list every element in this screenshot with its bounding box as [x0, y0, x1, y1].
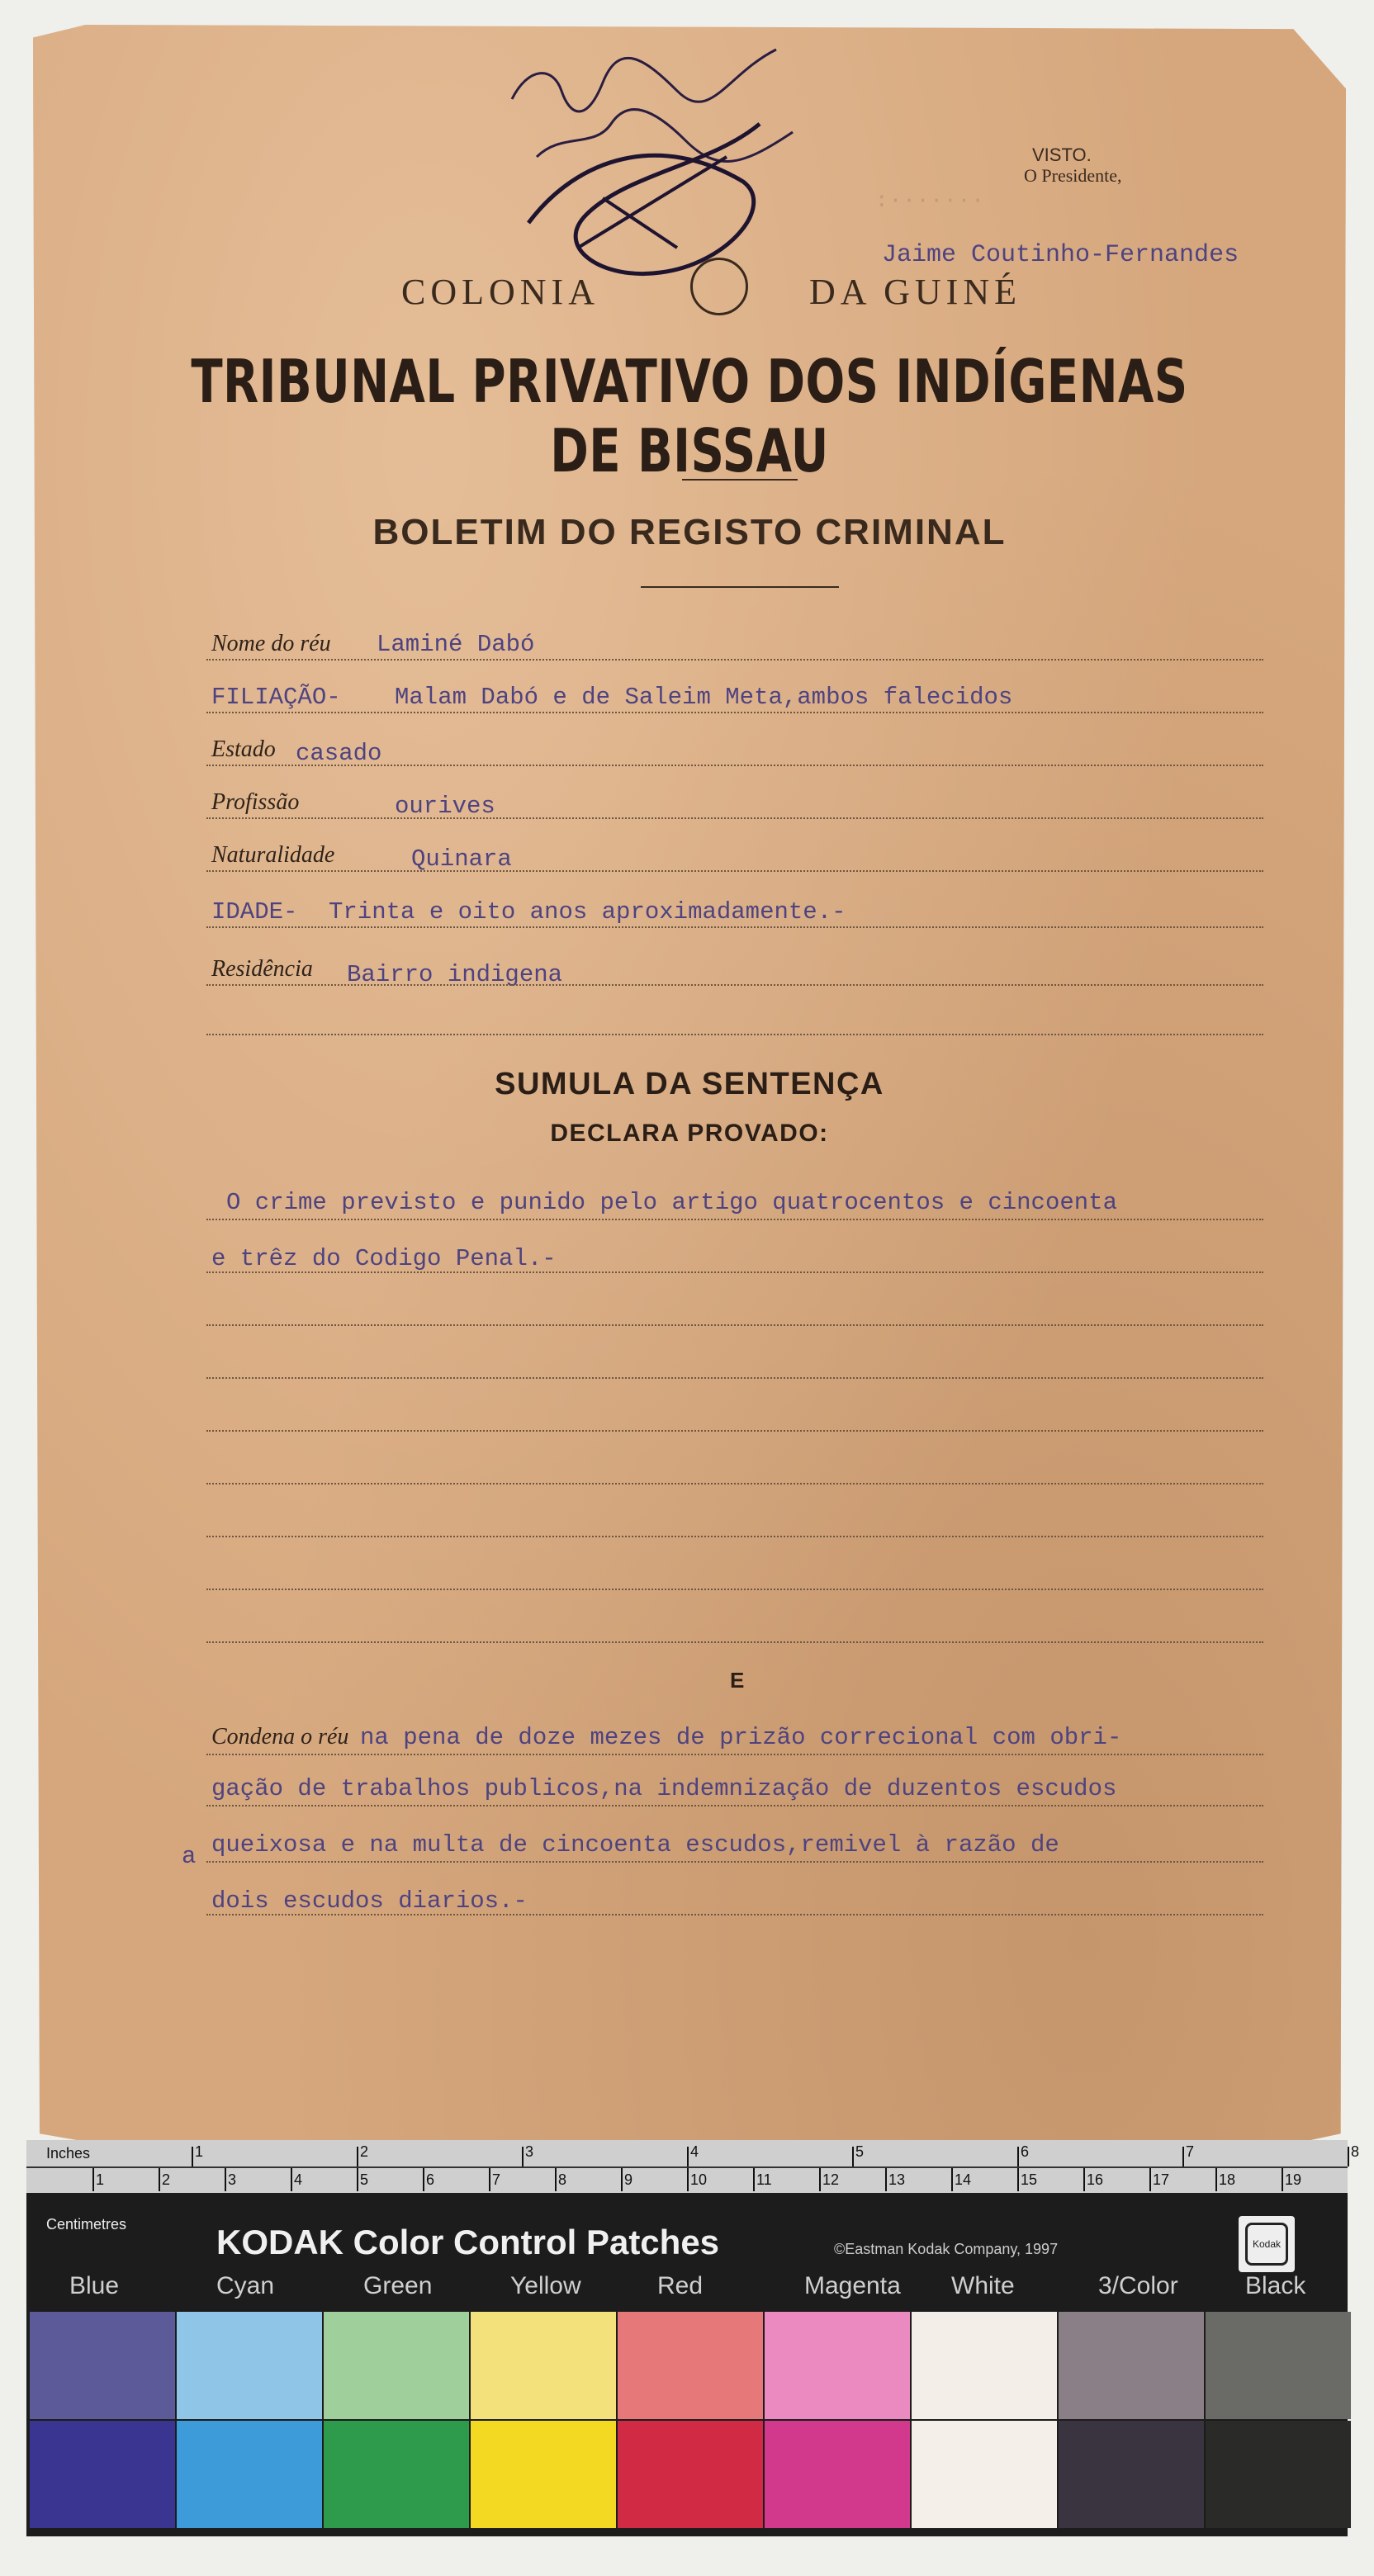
cm-tick: [225, 2168, 226, 2191]
field-line: [206, 1589, 1263, 1590]
sentence-line-2: e trêz do Codigo Penal.-: [211, 1245, 557, 1272]
color-patch-light: [1206, 2312, 1351, 2419]
condena-line-2: gação de trabalhos publicos,na indemnização de duzentos escudos: [211, 1775, 1117, 1802]
ornament-divider: [682, 479, 798, 481]
cm-tick: [1083, 2168, 1085, 2191]
cm-mark-label: 5: [360, 2171, 369, 2188]
conjunction-e: E: [730, 1668, 745, 1693]
field-line: [206, 817, 1263, 819]
sentence-heading: SUMULA DA SENTENÇA: [495, 1067, 884, 1101]
color-patch-dark: [324, 2421, 469, 2528]
field-value-profissao: ourives: [395, 793, 495, 820]
field-label-idade: IDADE-: [211, 898, 298, 926]
color-patch-light: [471, 2312, 616, 2419]
patch-label: Red: [657, 2272, 704, 2299]
inch-tick: [852, 2147, 854, 2166]
cm-mark-label: 4: [294, 2171, 303, 2188]
coat-of-arms-icon: [690, 258, 748, 315]
color-patch-light: [912, 2312, 1057, 2419]
inch-tick: [192, 2147, 193, 2166]
cm-tick: [885, 2168, 887, 2191]
field-value-naturalidade: Quinara: [411, 845, 512, 873]
field-line: [206, 1034, 1263, 1035]
cm-tick: [357, 2168, 358, 2191]
field-line: [206, 712, 1263, 713]
field-line: [206, 1861, 1263, 1863]
ruler-inches-label: Inches: [46, 2145, 91, 2162]
color-patch-dark: [912, 2421, 1057, 2528]
cm-mark-label: 2: [162, 2171, 171, 2188]
field-line: [206, 1324, 1263, 1326]
ruler-cm-label: Centimetres: [46, 2216, 127, 2233]
cm-mark-label: 6: [426, 2171, 435, 2188]
field-value-filiacao: Malam Dabó e de Saleim Meta,ambos falecidos: [395, 684, 1013, 711]
colonia-right: DA GUINÉ: [809, 272, 1021, 312]
inch-tick: [1017, 2147, 1019, 2166]
cm-mark-label: 19: [1285, 2171, 1302, 2188]
color-patch-light: [618, 2312, 763, 2419]
inch-mark-label: 4: [690, 2143, 699, 2160]
field-line: [206, 1430, 1263, 1432]
bleed-through-text: :·······: [875, 188, 985, 213]
color-patch-light: [30, 2312, 175, 2419]
condena-label: Condena o réu: [211, 1724, 349, 1750]
patch-label: Yellow: [510, 2272, 581, 2299]
field-label-nome: Nome do réu: [211, 631, 331, 656]
cm-mark-label: 9: [624, 2171, 633, 2188]
sentence-line-1: O crime previsto e punido pelo artigo quatrocentos e cincoenta: [226, 1189, 1117, 1216]
inch-tick: [357, 2147, 358, 2166]
handwritten-signature: [479, 33, 826, 297]
cm-mark-label: 16: [1087, 2171, 1104, 2188]
field-label-filiacao: FILIAÇÃO-: [211, 684, 341, 711]
page-title: TRIBUNAL PRIVATIVO DOS INDÍGENAS DE BISSAU: [191, 347, 1188, 485]
field-label-profissao: Profissão: [211, 789, 300, 815]
color-patch-light: [1059, 2312, 1204, 2419]
inch-tick: [687, 2147, 689, 2166]
ruler: [26, 2140, 1360, 2233]
color-patch-light: [765, 2312, 910, 2419]
field-line: [206, 1536, 1263, 1537]
condena-line-3: queixosa e na multa de cincoenta escudos,remivel à razão de: [211, 1831, 1059, 1859]
field-line: [206, 1805, 1263, 1807]
ornament-divider-2: [641, 586, 839, 588]
field-value-estado: casado: [296, 740, 382, 767]
inch-mark-label: 1: [195, 2143, 204, 2160]
field-value-residencia: Bairro indigena: [347, 961, 563, 988]
cm-tick: [423, 2168, 424, 2191]
inch-mark-label: 7: [1186, 2143, 1195, 2160]
margin-note-a: a: [182, 1843, 197, 1870]
color-patch-dark: [177, 2421, 322, 2528]
kodak-logo-text: Kodak: [1245, 2223, 1288, 2266]
cm-mark-label: 13: [888, 2171, 906, 2188]
cm-tick: [753, 2168, 755, 2191]
color-patch-dark: [1059, 2421, 1204, 2528]
cm-tick: [1282, 2168, 1283, 2191]
field-line: [206, 926, 1263, 928]
cm-tick: [621, 2168, 623, 2191]
kodak-logo: [1239, 2216, 1295, 2272]
cm-tick: [489, 2168, 490, 2191]
cm-mark-label: 15: [1021, 2171, 1038, 2188]
kodak-copyright: ©Eastman Kodak Company, 1997: [834, 2241, 1059, 2257]
visto-label: VISTO.: [1032, 144, 1092, 165]
field-label-residencia: Residência: [211, 956, 313, 982]
field-line: [206, 659, 1263, 661]
presidente-label: O Presidente,: [1024, 165, 1122, 186]
field-label-naturalidade: Naturalidade: [211, 842, 335, 868]
patch-label: Cyan: [216, 2272, 275, 2299]
cm-mark-label: 8: [558, 2171, 567, 2188]
field-value-nome: Laminé Dabó: [377, 631, 535, 658]
patch-label: 3/Color: [1098, 2272, 1178, 2299]
field-line: [206, 1377, 1263, 1379]
inch-mark-label: 5: [855, 2143, 865, 2160]
document-subtitle: BOLETIM DO REGISTO CRIMINAL: [372, 512, 1007, 552]
color-patch-light: [177, 2312, 322, 2419]
field-line: [206, 1483, 1263, 1485]
field-line: [206, 870, 1263, 872]
patch-label: Black: [1245, 2272, 1306, 2299]
field-line: [206, 1219, 1263, 1220]
cm-mark-label: 1: [96, 2171, 105, 2188]
patch-label: Magenta: [804, 2272, 901, 2299]
inch-mark-label: 8: [1351, 2143, 1360, 2160]
inch-tick: [1182, 2147, 1184, 2166]
color-patch-dark: [30, 2421, 175, 2528]
kodak-title: KODAK Color Control Patches: [216, 2223, 720, 2261]
condena-line-4: dois escudos diarios.-: [211, 1887, 528, 1915]
color-patch-light: [324, 2312, 469, 2419]
colonia-left: COLONIA: [401, 272, 599, 312]
cm-tick: [555, 2168, 557, 2191]
patch-label: Green: [363, 2272, 433, 2299]
inch-mark-label: 3: [525, 2143, 534, 2160]
inch-mark-label: 2: [360, 2143, 369, 2160]
color-patch-dark: [765, 2421, 910, 2528]
inch-mark-label: 6: [1021, 2143, 1030, 2160]
cm-mark-label: 12: [822, 2171, 840, 2188]
cm-tick: [1017, 2168, 1019, 2191]
cm-tick: [1215, 2168, 1217, 2191]
cm-tick: [1149, 2168, 1151, 2191]
typed-president-name: Jaime Coutinho-Fernandes: [882, 241, 1239, 269]
cm-mark-label: 3: [228, 2171, 237, 2188]
field-line: [206, 1271, 1263, 1273]
field-line: [206, 1914, 1263, 1915]
color-patch-dark: [471, 2421, 616, 2528]
color-patch-dark: [1206, 2421, 1351, 2528]
cm-mark-label: 17: [1153, 2171, 1170, 2188]
cm-tick: [819, 2168, 821, 2191]
condena-line-1: na pena de doze mezes de prizão correcional com obri-: [360, 1724, 1122, 1751]
inch-tick: [522, 2147, 524, 2166]
cm-mark-label: 11: [756, 2171, 772, 2188]
field-line: [206, 1641, 1263, 1643]
cm-tick: [159, 2168, 160, 2191]
patch-label: Blue: [69, 2272, 120, 2299]
cm-mark-label: 18: [1219, 2171, 1236, 2188]
cm-mark-label: 7: [492, 2171, 501, 2188]
cm-tick: [291, 2168, 292, 2191]
color-patch-dark: [618, 2421, 763, 2528]
patch-label: White: [951, 2272, 1015, 2299]
field-line: [206, 984, 1263, 986]
field-line: [206, 765, 1263, 766]
cm-tick: [687, 2168, 689, 2191]
cm-tick: [92, 2168, 94, 2191]
cm-mark-label: 14: [955, 2171, 972, 2188]
sentence-subheading: DECLARA PROVADO:: [550, 1120, 829, 1147]
field-value-idade: Trinta e oito anos aproximadamente.-: [329, 898, 846, 926]
inch-tick: [1348, 2147, 1349, 2166]
cm-tick: [951, 2168, 953, 2191]
field-line: [206, 1754, 1263, 1755]
field-label-estado: Estado: [211, 736, 276, 762]
cm-mark-label: 10: [690, 2171, 708, 2188]
